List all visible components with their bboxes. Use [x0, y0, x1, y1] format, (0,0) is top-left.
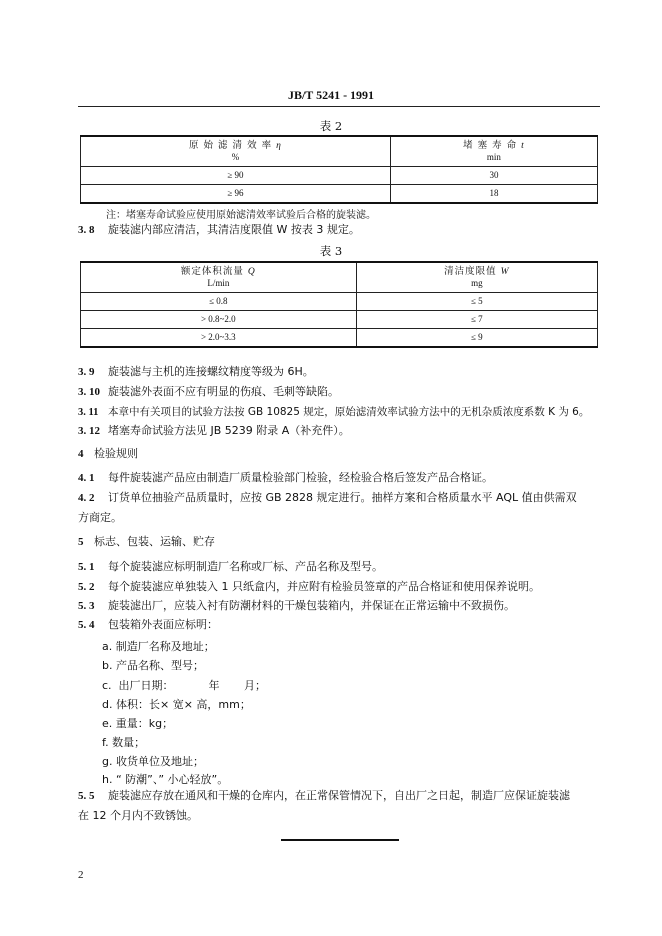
table-2-note: 注：堵塞寿命试验应使用原始滤清效率试验后合格的旋装滤。 [106, 210, 376, 221]
table-row [81, 310, 598, 328]
clause-3-12 [78, 421, 602, 441]
table-cell: > 0.8~2.0 [81, 310, 357, 328]
clause-number: 3. 12 [78, 425, 100, 437]
clause-3-9 [78, 362, 602, 382]
section-4-heading [78, 444, 602, 464]
list-item: d. 体积：长× 宽× 高，mm； [102, 698, 251, 711]
clause-5-5-continued: 在 12 个月内不致锈蚀。 [78, 809, 198, 822]
table-2-header-life [390, 136, 597, 166]
table-2-header-efficiency [81, 136, 391, 166]
table-cell: ≤ 5 [356, 292, 597, 310]
clause-number: 3. 11 [78, 407, 99, 418]
clause-number: 5. 2 [78, 581, 95, 593]
clause-text: 每个旋装滤应单独装入 1 只纸盒内，并应附有检验员签章的产品合格证和使用保养说明。 [108, 580, 540, 593]
end-of-document-rule [281, 839, 399, 841]
clause-number: 4. 1 [78, 472, 95, 484]
list-item: h. “ 防潮”、” 小心轻放”。 [102, 773, 229, 786]
list-item: g. 收货单位及地址； [102, 755, 204, 768]
section-title: 检验规则 [94, 447, 138, 460]
section-title: 标志、包装、运输、贮存 [94, 535, 215, 548]
clause-5-1 [78, 557, 602, 577]
table-3 [80, 261, 598, 348]
table-cell: ≥ 90 [81, 166, 391, 184]
list-item: b. 产品名称、型号； [102, 659, 204, 672]
table-row [81, 328, 598, 347]
clause-3-8 [78, 220, 602, 240]
table-cell: 30 [390, 166, 597, 184]
header-rule [78, 106, 600, 107]
table-cell: ≤ 7 [356, 310, 597, 328]
col-symbol: Q [247, 266, 256, 277]
table-row [81, 166, 598, 184]
clause-number: 3. 9 [78, 366, 95, 378]
col-unit: L/min [207, 277, 230, 288]
clause-number: 4. 2 [78, 492, 95, 504]
section-number: 5 [78, 536, 84, 548]
col-symbol: t [521, 140, 525, 151]
table-2-caption: 表 2 [319, 119, 343, 133]
clause-text: 每件旋装滤产品应由制造厂质量检验部门检验，经检验合格后签发产品合格证。 [108, 471, 493, 484]
clause-text: 每个旋装滤应标明制造厂名称或厂标、产品名称及型号。 [108, 560, 383, 573]
clause-text: 旋装滤与主机的连接螺纹精度等级为 6H。 [108, 365, 314, 378]
table-2 [80, 135, 598, 204]
clause-text: 旋装滤出厂，应装入衬有防潮材料的干燥包装箱内，并保证在正常运输中不致损伤。 [108, 599, 515, 612]
clause-text: 旋装滤内部应清洁，其清洁度限值 W 按表 3 规定。 [108, 223, 360, 236]
table-row [81, 292, 598, 310]
table-row [81, 184, 598, 203]
clause-3-11 [78, 402, 602, 423]
page-number: 2 [78, 869, 84, 881]
clause-text: 堵塞寿命试验方法见 JB 5239 附录 A（补充件）。 [108, 424, 350, 437]
clause-number: 3. 8 [78, 224, 95, 236]
col-title: 额定体积流量 [180, 265, 244, 277]
table-cell: 18 [390, 184, 597, 203]
table-cell: ≥ 96 [81, 184, 391, 203]
document-code-header: JB/T 5241 - 1991 [287, 88, 375, 102]
clause-number: 3. 10 [78, 386, 100, 398]
clause-5-2 [78, 577, 602, 597]
table-3-caption: 表 3 [319, 244, 343, 258]
table-cell: > 2.0~3.3 [81, 328, 357, 347]
col-symbol: η [276, 140, 282, 151]
table-cell: ≤ 9 [356, 328, 597, 347]
clause-text: 旋装滤应存放在通风和干燥的仓库内，在正常保管情况下，自出厂之日起，制造厂应保证旋装滤 [108, 789, 570, 802]
col-unit: min [486, 151, 501, 162]
clause-text: 旋装滤外表面不应有明显的伤痕、毛刺等缺陷。 [108, 385, 339, 398]
clause-number: 5. 5 [78, 790, 95, 802]
list-item: f. 数量； [102, 736, 146, 749]
list-item: a. 制造厂名称及地址； [102, 640, 215, 653]
clause-text: 本章中有关项目的试验方法按 GB 10825 规定，原始滤清效率试验方法中的无机杂质浓度系数 K 为 6。 [108, 406, 590, 418]
col-symbol: W [500, 266, 510, 277]
clause-text: 订货单位抽验产品质量时，应按 GB 2828 规定进行。抽样方案和合格质量水平 AQL 值由供需双 [108, 491, 577, 504]
clause-3-10 [78, 382, 602, 402]
clause-5-5 [78, 786, 602, 806]
clause-4-1 [78, 468, 602, 488]
col-title: 原 始 滤 清 效 率 [189, 139, 273, 151]
col-unit: mg [471, 277, 483, 288]
clause-number: 5. 1 [78, 561, 95, 573]
list-item: c. 出厂日期： 年 月； [102, 679, 266, 692]
list-item: e. 重量：kg； [102, 717, 174, 730]
table-cell: ≤ 0.8 [81, 292, 357, 310]
clause-4-2-continued: 方商定。 [78, 511, 122, 524]
clause-4-2 [78, 488, 602, 508]
col-unit: % [231, 151, 240, 162]
clause-text: 包装箱外表面应标明： [108, 618, 218, 631]
clause-number: 5. 3 [78, 600, 95, 612]
table-3-header-flow [81, 262, 357, 292]
table-3-header-cleanliness [356, 262, 597, 292]
section-5-heading [78, 532, 602, 552]
clause-5-4 [78, 615, 602, 635]
col-title: 清洁度限值 [444, 265, 497, 277]
clause-number: 5. 4 [78, 619, 95, 631]
section-number: 4 [78, 448, 84, 460]
clause-5-3 [78, 596, 602, 616]
col-title: 堵 塞 寿 命 [463, 139, 518, 151]
